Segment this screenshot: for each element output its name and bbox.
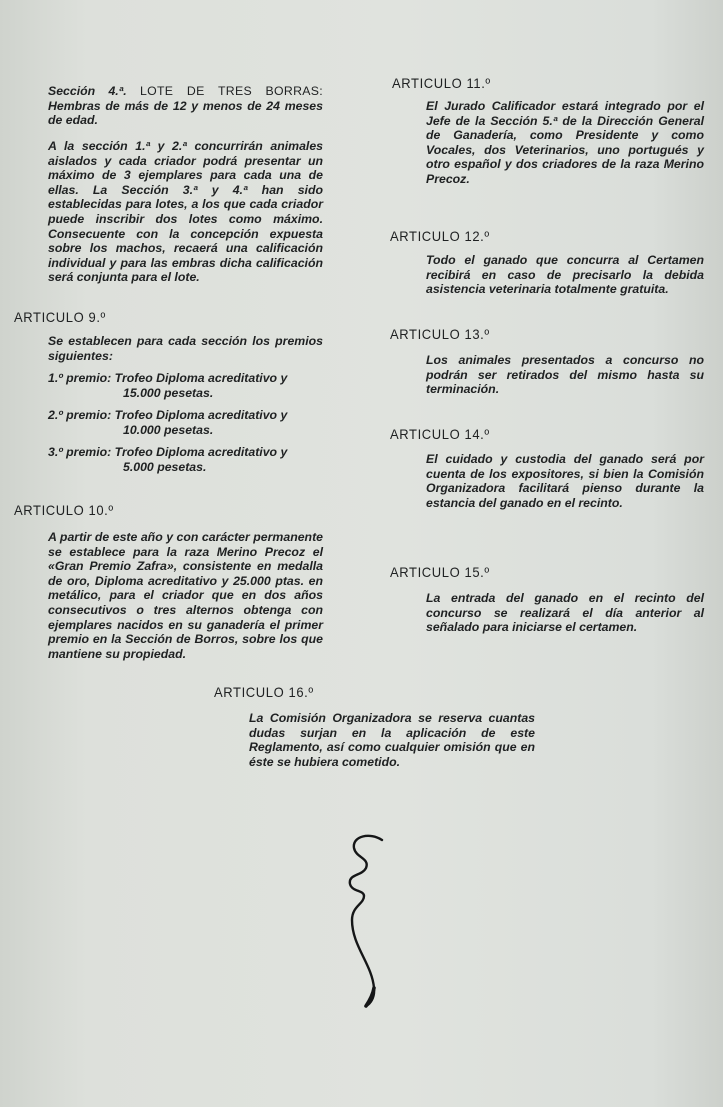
prize-item: [48, 408, 288, 437]
seccion-note-paragraph: A la sección 1.ª y 2.ª concurrirán animales aislados y cada criador podrá presentar un máximo de 3 ejemplares para cada una de ellas. La Sección 3.ª y 4.ª han sido establecidas para lotes, a los que cada criador puede inscribir dos lotes como máximo. Consecuente con la concepción expuesta sobre los machos, recaerá una calificación individual y para las embras dicha calificación será conjunta para el lote.: [48, 139, 323, 285]
seccion-4-text: Hembras de más de 12 y menos de 24 meses de edad.: [48, 98, 323, 128]
articulo-10-heading-block: [14, 503, 114, 518]
prize-item: [48, 445, 288, 474]
articulo-15-block: [426, 591, 704, 635]
seccion-note-block: [48, 139, 323, 285]
articulo-10-block: [48, 530, 323, 661]
articulo-9-intro: Se establecen para cada sección los premios siguientes:: [48, 334, 323, 363]
articulo-9-heading: ARTICULO 9.º: [14, 309, 106, 326]
articulo-11-block: [426, 99, 704, 187]
articulo-16-heading-block: [214, 685, 314, 700]
articulo-12-paragraph: Todo el ganado que concurra al Certamen recibirá en caso de precisarlo la debida asistencia veterinaria totalmente gratuita.: [426, 253, 704, 297]
articulo-13-heading-block: [390, 327, 490, 342]
articulo-12-block: [426, 253, 704, 297]
articulo-10-paragraph: A partir de este año y con carácter permanente se establece para la raza Merino Precoz el «Gran Premio Zafra», consistente en medalla de oro, Diploma acreditativo y 25.000 ptas. en metálico, para el criador que en dos años consecutivos o tres alternos obtenga con ejemplares nacidos en su ganadería el primer premio en la Sección de Borros, sobre los que mantiene su propiedad.: [48, 530, 323, 661]
prize-amount: 10.000 pesetas.: [123, 422, 214, 437]
seccion-4-paragraph: [48, 84, 323, 128]
articulo-13-block: [426, 353, 704, 397]
articulo-9-heading-block: [14, 310, 106, 325]
articulo-11-paragraph: El Jurado Calificador estará integrado por el Jefe de la Sección 5.ª de la Dirección General de Ganadería, como Presidente y como Vocales, dos Veterinarios, uno portugués y otro español y dos criadores de la raza Merino Precoz.: [426, 99, 704, 186]
seccion-4-lead: Sección 4.ª.: [48, 84, 127, 98]
seccion-4-block: [48, 84, 323, 128]
prize-label: 2.º premio: Trofeo Diploma acreditativo y: [48, 408, 288, 422]
prize-amount: 5.000 pesetas.: [123, 459, 207, 474]
prize-amount: 15.000 pesetas.: [123, 385, 214, 400]
calligraphic-flourish-icon: [330, 828, 400, 1013]
articulo-15-heading: ARTICULO 15.º: [390, 564, 490, 581]
articulo-16-paragraph: La Comisión Organizadora se reserva cuantas dudas surjan en la aplicación de este Reglamento, así como cualquier omisión que en éste se hubiera cometido.: [249, 711, 535, 769]
prize-item: [48, 371, 288, 400]
articulo-14-paragraph: El cuidado y custodia del ganado será por cuenta de los expositores, si bien la Comisión Organizadora facilitará pienso durante la estancia del ganado en el recinto.: [426, 452, 704, 510]
articulo-15-heading-block: [390, 565, 490, 580]
articulo-11-heading: ARTICULO 11.º: [392, 75, 491, 92]
articulo-14-heading-block: [390, 427, 490, 442]
articulo-16-heading: ARTICULO 16.º: [214, 684, 314, 701]
articulo-13-heading: ARTICULO 13.º: [390, 326, 490, 343]
articulo-14-block: [426, 452, 704, 510]
seccion-4-title: LOTE DE TRES BORRAS:: [139, 84, 323, 98]
articulo-16-block: [249, 711, 535, 769]
prize-label: 3.º premio: Trofeo Diploma acreditativo y: [48, 445, 288, 459]
articulo-9-intro-block: [48, 334, 323, 363]
articulo-15-paragraph: La entrada del ganado en el recinto del concurso se realizará el día anterior al señalado para iniciarse el certamen.: [426, 591, 704, 635]
articulo-14-heading: ARTICULO 14.º: [390, 426, 490, 443]
prize-label: 1.º premio: Trofeo Diploma acreditativo y: [48, 371, 288, 385]
articulo-11-heading-block: [392, 76, 491, 91]
articulo-10-heading: ARTICULO 10.º: [14, 502, 114, 519]
articulo-13-paragraph: Los animales presentados a concurso no podrán ser retirados del mismo hasta su terminación.: [426, 353, 704, 397]
articulo-12-heading-block: [390, 229, 490, 244]
articulo-12-heading: ARTICULO 12.º: [390, 228, 490, 245]
